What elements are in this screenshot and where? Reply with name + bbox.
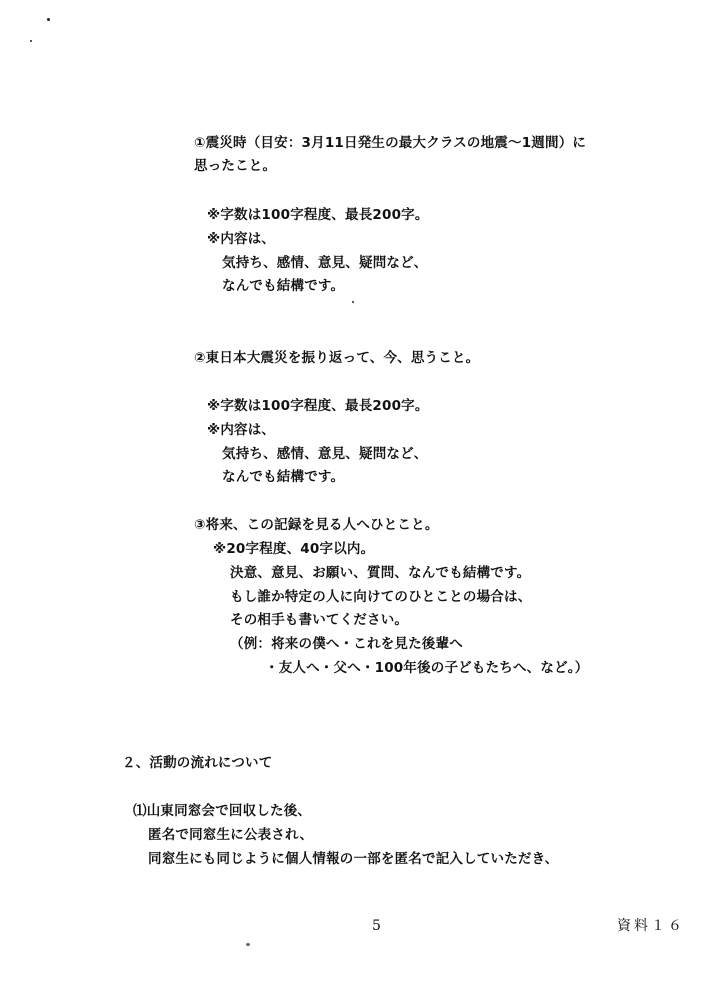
- question-3-title: ③将来、この記録を見る人へひとこと。: [194, 517, 439, 533]
- question-1-title-continued: 思ったこと。: [194, 158, 277, 174]
- question-3-example-line1: （例：将来の僕へ・これを見た後輩へ: [230, 636, 463, 652]
- question-3-note-specific-person: もし誰か特定の人に向けてのひとことの場合は、: [230, 589, 532, 605]
- scan-speck: [47, 18, 50, 21]
- section-2-item-1-line1: ⑴山東同窓会で回収した後、: [133, 803, 312, 819]
- section-2-item-1-line2: 匿名で同窓生に公表され、: [148, 827, 314, 843]
- question-3-note-write-recipient: その相手も書いてください。: [230, 612, 409, 628]
- question-2-note-content: ※内容は、: [207, 422, 276, 438]
- question-1-note-examples: 気持ち、感情、意見、疑問など、: [222, 255, 428, 271]
- question-1-note-length: ※字数は100字程度、最長200字。: [207, 207, 429, 223]
- scan-speck: [30, 40, 32, 42]
- question-2-note-anything: なんでも結構です。: [222, 469, 345, 485]
- document-label: 資料１６: [617, 918, 685, 934]
- question-1-note-content: ※内容は、: [207, 231, 276, 247]
- question-1-title: ①震災時（目安：3月11日発生の最大クラスの地震～1週間）に: [194, 135, 587, 151]
- question-2-note-examples: 気持ち、感情、意見、疑問など、: [222, 446, 428, 462]
- question-3-note-anything: 決意、意見、お願い、質問、なんでも結構です。: [230, 565, 531, 581]
- question-3-example-line2: ・友人へ・父へ・100年後の子どもたちへ、など。）: [265, 660, 589, 676]
- question-2-title: ②東日本大震災を振り返って、今、思うこと。: [194, 350, 480, 366]
- scan-speck: [246, 943, 250, 946]
- page-number: 5: [372, 918, 381, 934]
- section-2-item-1-line3: 同窓生にも同じように個人情報の一部を匿名で記入していただき、: [148, 851, 559, 867]
- question-3-note-length: ※20字程度、40字以内。: [213, 541, 375, 557]
- section-2-heading: ２、活動の流れについて: [122, 755, 273, 771]
- question-2-note-length: ※字数は100字程度、最長200字。: [207, 398, 429, 414]
- question-1-note-anything: なんでも結構です。: [222, 278, 345, 294]
- scan-speck: [352, 301, 354, 303]
